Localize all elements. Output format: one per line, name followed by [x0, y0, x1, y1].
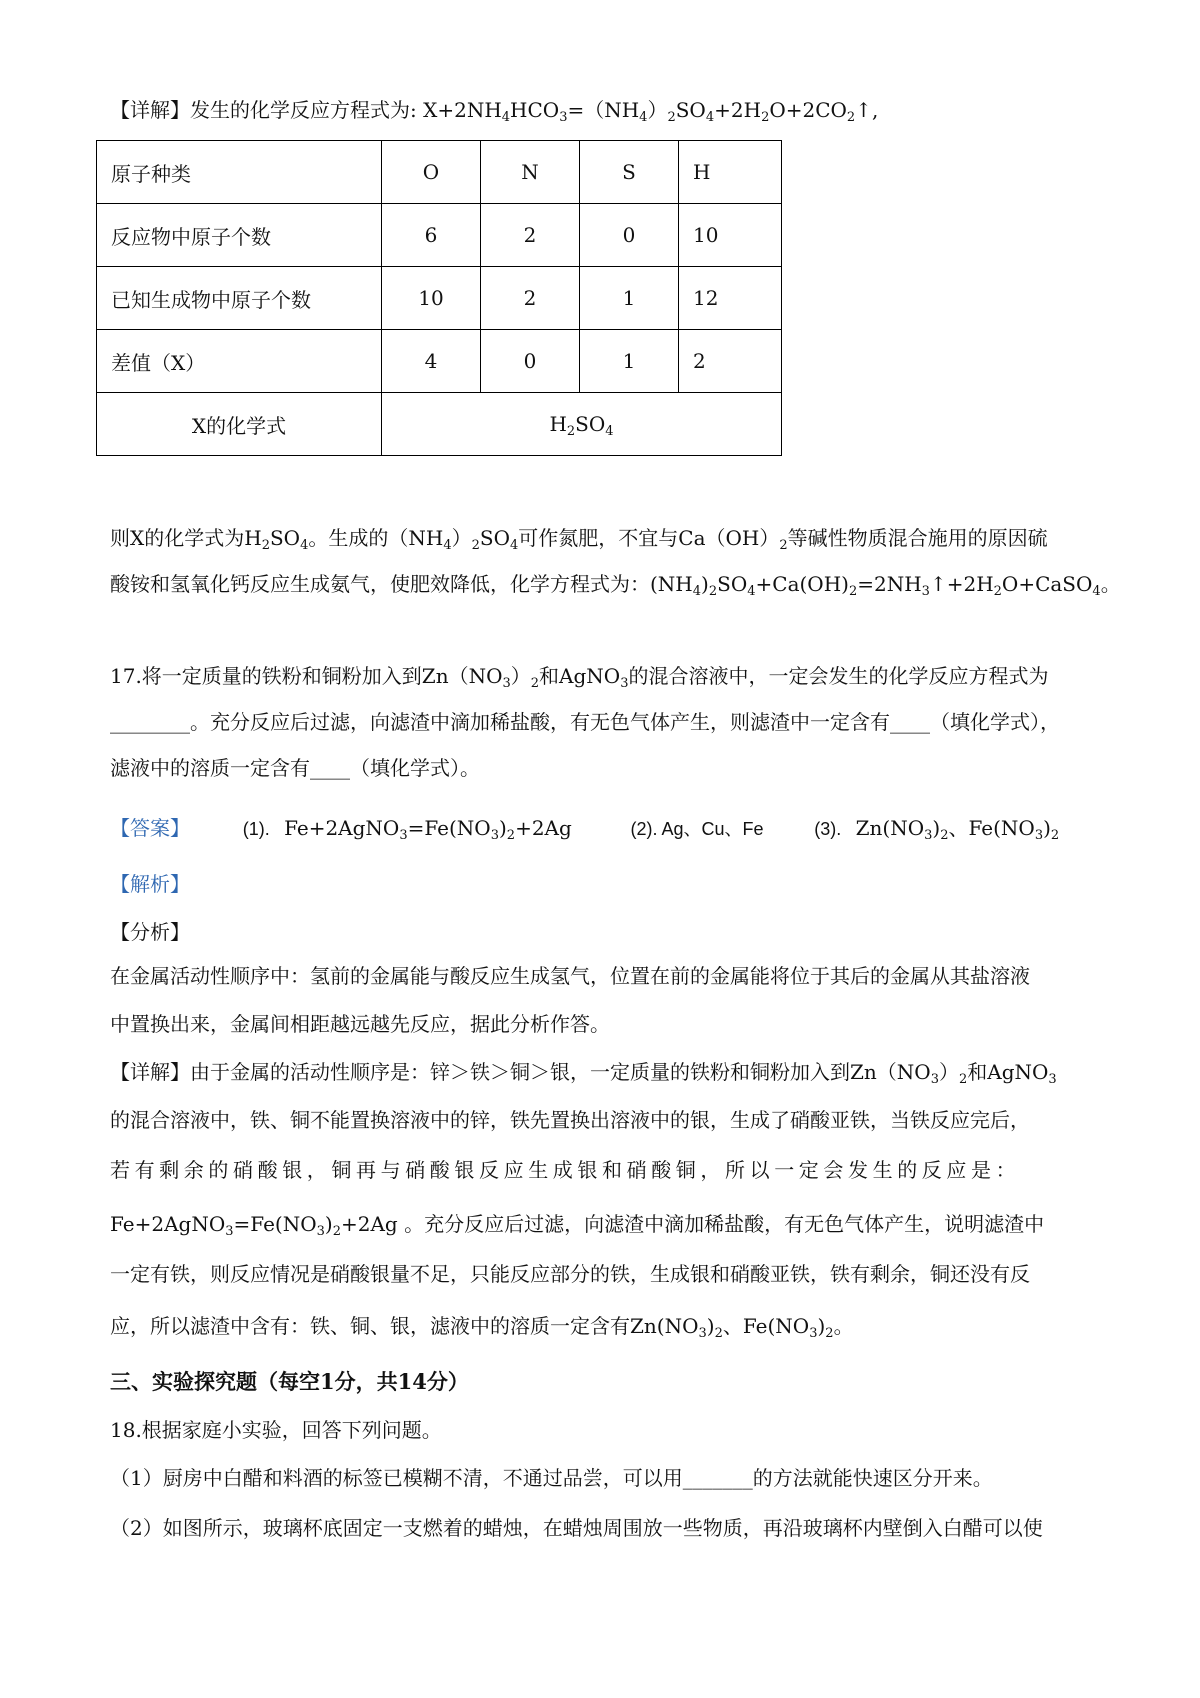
table-row	[97, 393, 782, 456]
section-heading: 三、实验探究题（每空1分，共14分）	[110, 1369, 469, 1394]
table-cell: 反应物中原子个数	[97, 204, 382, 267]
table-row	[97, 267, 782, 330]
table-cell: 2	[679, 330, 782, 393]
detail2-line-2: 的混合溶液中，铁、铜不能置换溶液中的锌，铁先置换出溶液中的银，生成了硝酸亚铁，当铁反应完后，	[110, 1108, 1030, 1132]
table-cell: 10	[679, 204, 782, 267]
q18-part-2: （2）如图所示，玻璃杯底固定一支燃着的蜡烛，在蜡烛周围放一些物质，再沿玻璃杯内壁倒入白醋可以使	[110, 1516, 1043, 1540]
answer-line: 【答案】 (1). $Fe+2AgNO_3=Fe(NO_3)_2+2Ag$ (2). Ag、Cu、Fe (3). $Zn(NO_3)_2$、$Fe(NO_3)_2$	[110, 816, 1060, 843]
table-cell: 12	[679, 267, 782, 330]
answer-tag: 【答案】	[110, 816, 190, 840]
q18-title: 18.根据家庭小实验，回答下列问题。	[110, 1418, 442, 1442]
detail2-line-3: 若有剩余的硝酸银，铜再与硝酸银反应生成银和硝酸铜，所以一定会发生的反应是：	[110, 1158, 1021, 1182]
detail2-line-5: 一定有铁，则反应情况是硝酸银量不足，只能反应部分的铁，生成银和硝酸亚铁，铁有剩余，铜还没有反	[110, 1262, 1030, 1286]
table-cell: 10	[382, 267, 481, 330]
table-header-cell: S	[580, 141, 679, 204]
conclusion-line-2: 酸铵和氢氧化钙反应生成氨气，使肥效降低，化学方程式为：$(NH_4)_2SO_4+Ca(OH)_2=2NH_3↑+2H_2O+CaSO_4$。	[110, 572, 1121, 599]
table-header-cell: N	[481, 141, 580, 204]
table-cell: 4	[382, 330, 481, 393]
table-cell: 1	[580, 330, 679, 393]
q17-line-3: 滤液中的溶质一定含有____（填化学式）。	[110, 756, 480, 780]
fenxi-tag: 【分析】	[110, 920, 190, 944]
formula-label-cell: X的化学式	[97, 393, 382, 456]
q18-part-1: （1）厨房中白醋和料酒的标签已模糊不清，不通过品尝，可以用_______的方法就能快速区分开来。	[110, 1466, 993, 1490]
detail-equation-line: 【详解】发生的化学反应方程式为: $X+2NH_4HCO_3=(NH_4)_2SO_4+2H_2O+2CO_2↑$,	[110, 98, 879, 125]
table-cell: 2	[481, 204, 580, 267]
table-cell: 1	[580, 267, 679, 330]
table-row	[97, 204, 782, 267]
table-cell: 已知生成物中原子个数	[97, 267, 382, 330]
table-cell: 差值（X）	[97, 330, 382, 393]
table-header-row	[97, 141, 782, 204]
table-cell: 2	[481, 267, 580, 330]
table-cell: 0	[580, 204, 679, 267]
analysis-tag: 【解析】	[110, 872, 190, 896]
conclusion-line-1: 则X的化学式为$H_2SO_4$。生成的$(NH_4)_2SO_4$可作氮肥，不宜与$Ca(OH)_2$等碱性物质混合施用的原因硫	[110, 526, 1048, 553]
table-header-cell: H	[679, 141, 782, 204]
fenxi-line-2: 中置换出来，金属间相距越远越先反应，据此分析作答。	[110, 1012, 610, 1036]
q17-line-2: ________。充分反应后过滤，向滤渣中滴加稀盐酸，有无色气体产生，则滤渣中一定含有____（填化学式），	[110, 710, 1060, 734]
detail2-line-1: 【详解】由于金属的活动性顺序是：锌＞铁＞铜＞银，一定质量的铁粉和铜粉加入到$Zn(NO_3)_2$和AgNO$_3$	[110, 1060, 1057, 1087]
table-cell: 6	[382, 204, 481, 267]
table-header-cell: 原子种类	[97, 141, 382, 204]
fenxi-line-1: 在金属活动性顺序中：氢前的金属能与酸反应生成氢气，位置在前的金属能将位于其后的金属从其盐溶液	[110, 964, 1030, 988]
table-header-cell: O	[382, 141, 481, 204]
table-cell: 0	[481, 330, 580, 393]
table-row	[97, 330, 782, 393]
formula-cell: $H_2SO_4$	[382, 393, 782, 456]
atom-count-table	[96, 140, 782, 456]
detail2-line-6: 应，所以滤渣中含有：铁、铜、银，滤液中的溶质一定含有$Zn(NO_3)_2$、$Fe(NO_3)_2$。	[110, 1314, 854, 1341]
detail2-line-4: $Fe+2AgNO_3=Fe(NO_3)_2+2Ag$ 。充分反应后过滤，向滤渣中滴加稀盐酸，有无色气体产生，说明滤渣中	[110, 1212, 1045, 1239]
q17-line-1: 17.将一定质量的铁粉和铜粉加入到$Zn(NO_3)_2$和AgNO$_3$的混合溶液中，一定会发生的化学反应方程式为	[110, 664, 1049, 691]
